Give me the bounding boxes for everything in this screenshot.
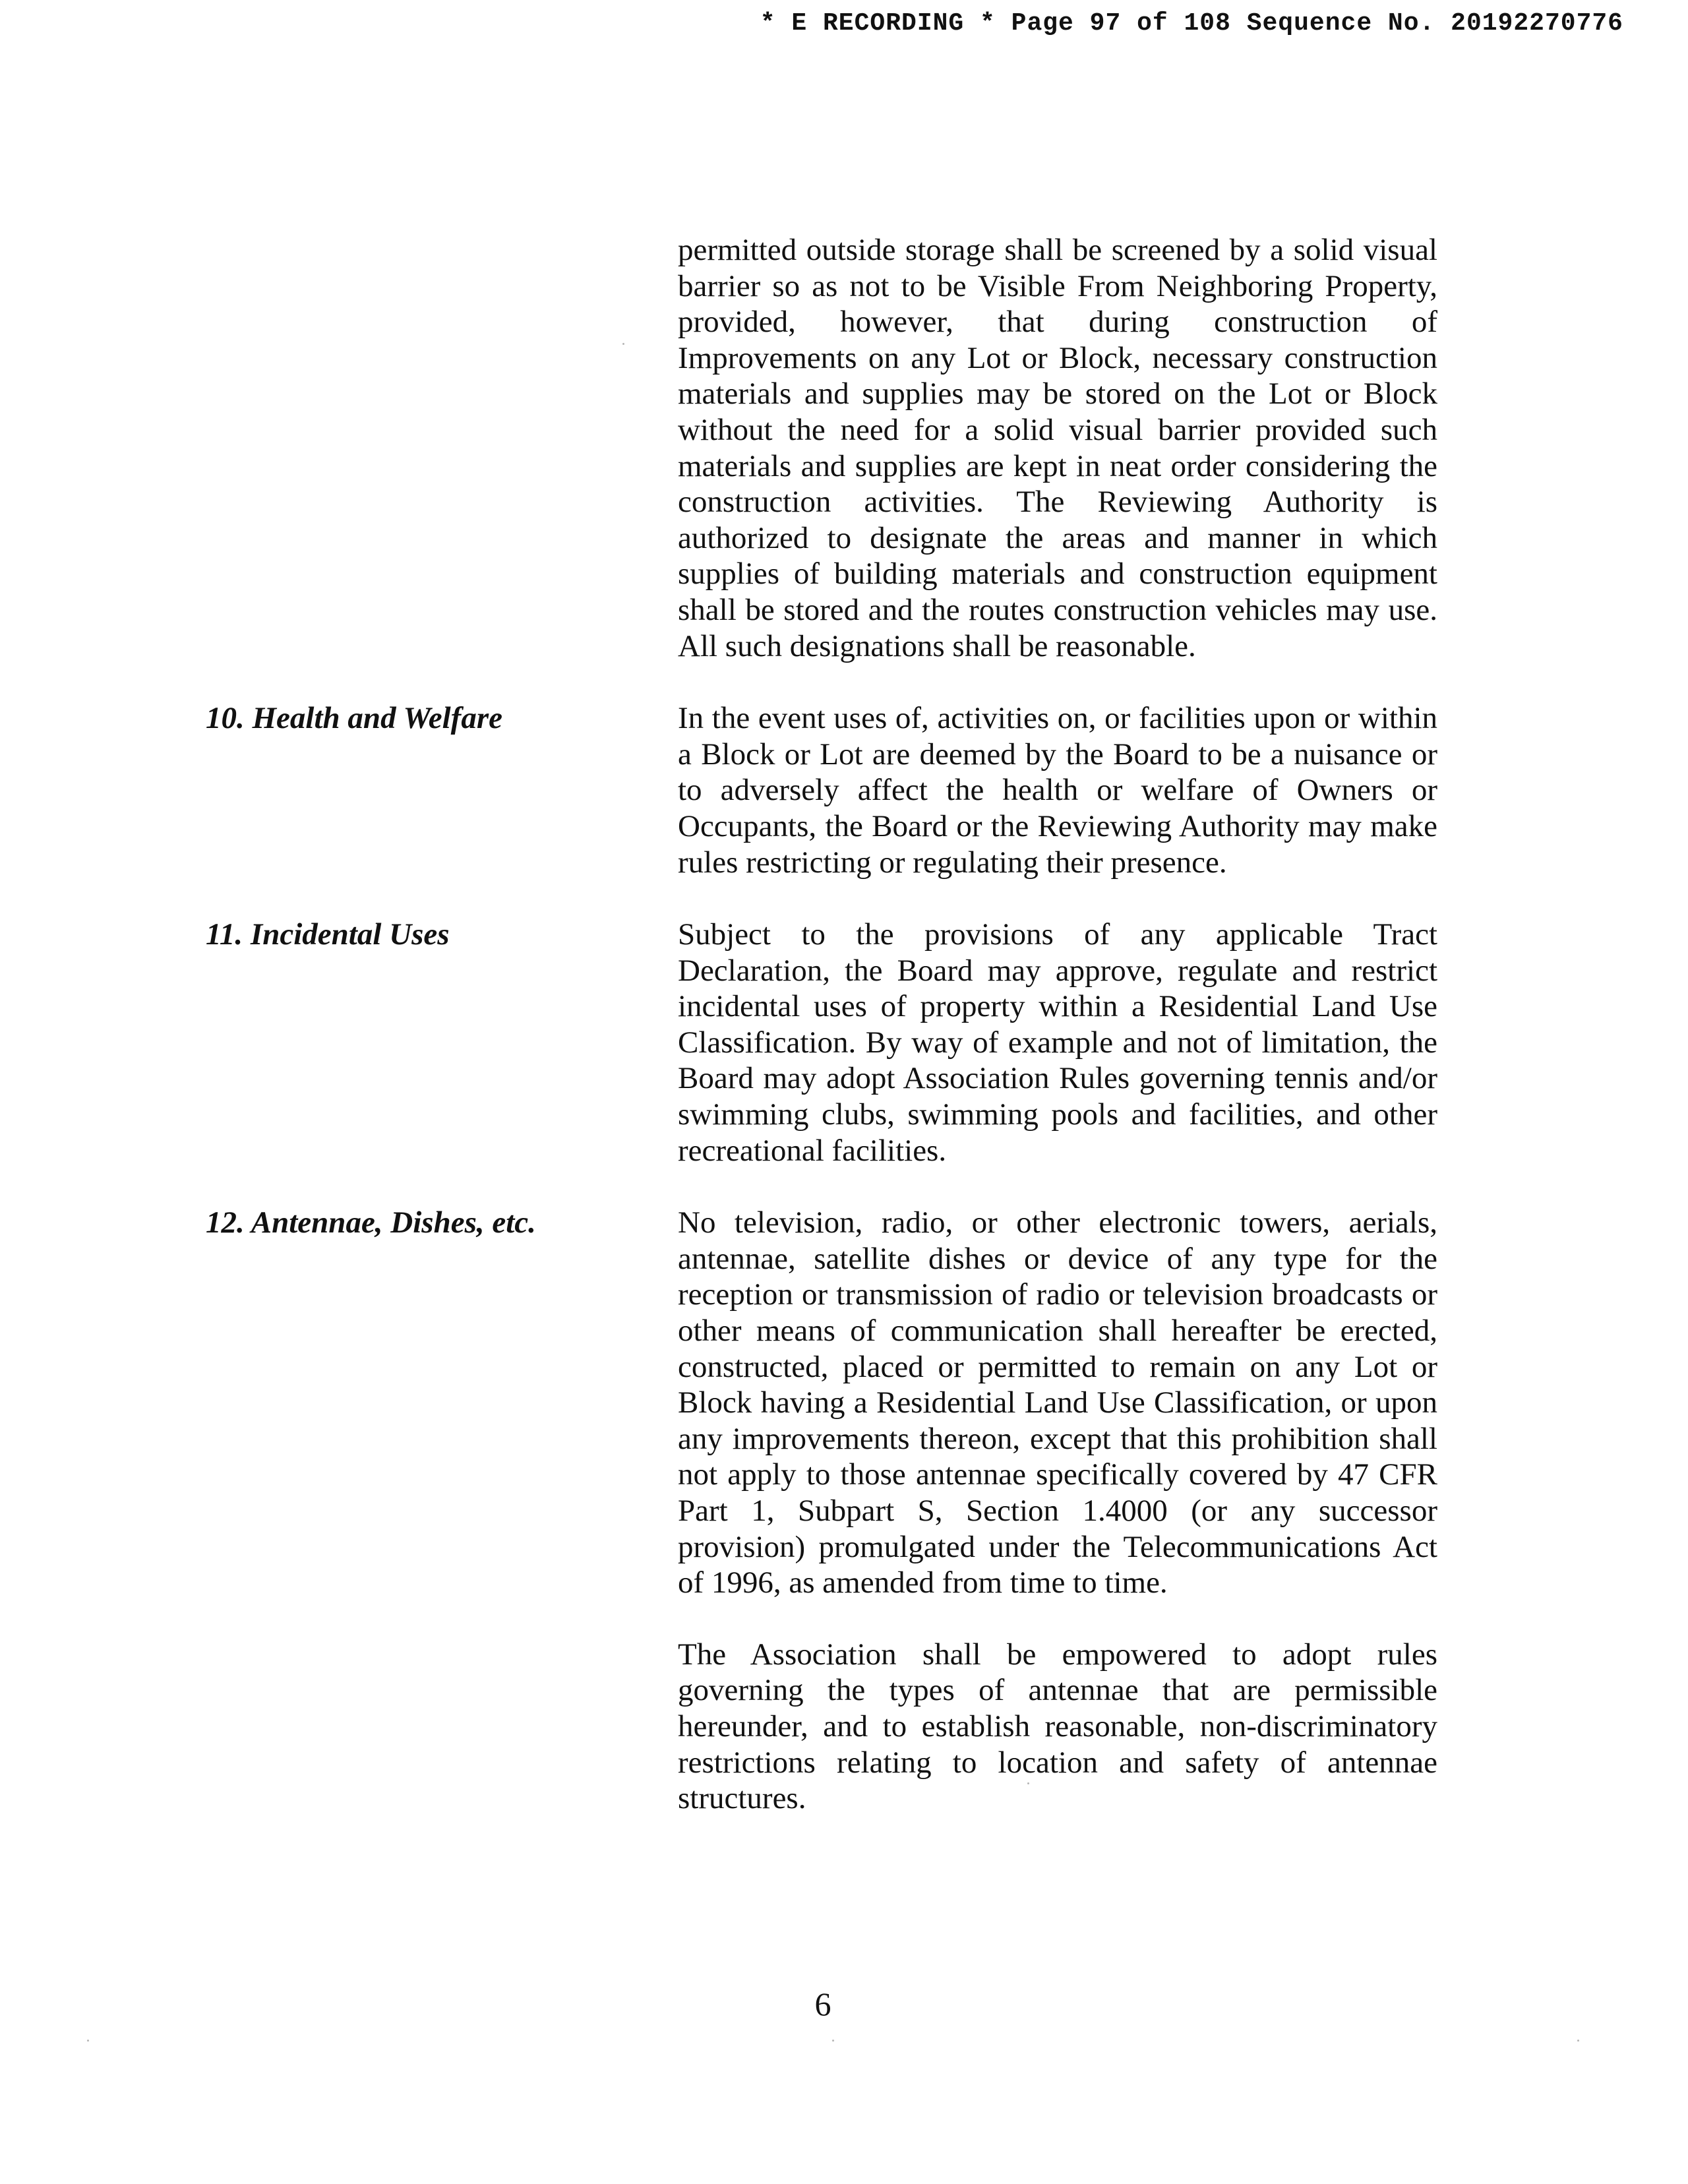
section-outside-storage-continued xyxy=(0,232,1688,664)
page-number: 6 xyxy=(814,1986,831,2022)
paragraph: No television, radio, or other electronic towers, aerials, antennae, satellite dishes or device of any type for the reception or transmission of radio or television broadcasts or other means of communication shall hereafter be erected, constructed, placed or permitted to remain on any Lot or Block having a Residential Land Use Classification, or upon any improvements thereon, except that this prohibition shall not apply to those antennae specifically covered by 47 CFR Part 1, Subpart S, Section 1.4000 (or any successor provision) promulgated under the Telecommunications Act of 1996, as amended from time to time. xyxy=(678,1205,1437,1600)
recording-header: * E RECORDING * Page 97 of 108 Sequence No. 20192270776 xyxy=(760,9,1623,38)
section-health-and-welfare xyxy=(0,700,1688,880)
section-heading: 10. Health and Welfare xyxy=(206,701,502,736)
section-heading: 11. Incidental Uses xyxy=(206,917,450,952)
section-antennae-dishes xyxy=(0,1205,1688,1817)
section-body xyxy=(678,232,1437,664)
section-incidental-uses xyxy=(0,917,1688,1168)
scan-speck xyxy=(87,2040,89,2042)
scan-speck xyxy=(1577,2040,1579,2042)
paragraph: Subject to the provisions of any applicable Tract Declaration, the Board may approve, regulate and restrict incidental uses of property within a Residential Land Use Classification. By way of example and not of limitation, the Board may adopt Association Rules governing tennis and/or swimming clubs, swimming pools and facilities, and other recreational facilities. xyxy=(678,917,1437,1168)
scan-speck xyxy=(832,2040,834,2042)
paragraph: In the event uses of, activities on, or facilities upon or within a Block or Lot are deemed by the Board to be a nuisance or to adversely affect the health or welfare of Owners or Occupants, the Board or the Reviewing Authority may make rules restricting or regulating their presence. xyxy=(678,701,1437,880)
document-body xyxy=(0,232,1688,1853)
section-body xyxy=(678,700,1437,880)
section-heading: 12. Antennae, Dishes, etc. xyxy=(206,1205,536,1240)
scan-speck xyxy=(1027,1782,1029,1784)
paragraph: The Association shall be empowered to adopt rules governing the types of antennae that are permissible hereunder, and to establish reasonable, non-discriminatory restrictions relating to location and safety of antennae structures. xyxy=(678,1637,1437,1816)
paragraph: permitted outside storage shall be screened by a solid visual barrier so as not to be Visible From Neighboring Property, provided, however, that during construction of Improvements on any Lot or Block, necessary construction materials and supplies may be stored on the Lot or Block without the need for a solid visual barrier provided such materials and supplies are kept in neat order considering the construction activities. The Reviewing Authority is authorized to designate the areas and manner in which supplies of building materials and construction equipment shall be stored and the routes construction vehicles may use. All such designations shall be reasonable. xyxy=(678,233,1437,663)
scan-speck xyxy=(622,343,624,345)
section-body xyxy=(678,917,1437,1168)
section-body xyxy=(678,1205,1437,1817)
